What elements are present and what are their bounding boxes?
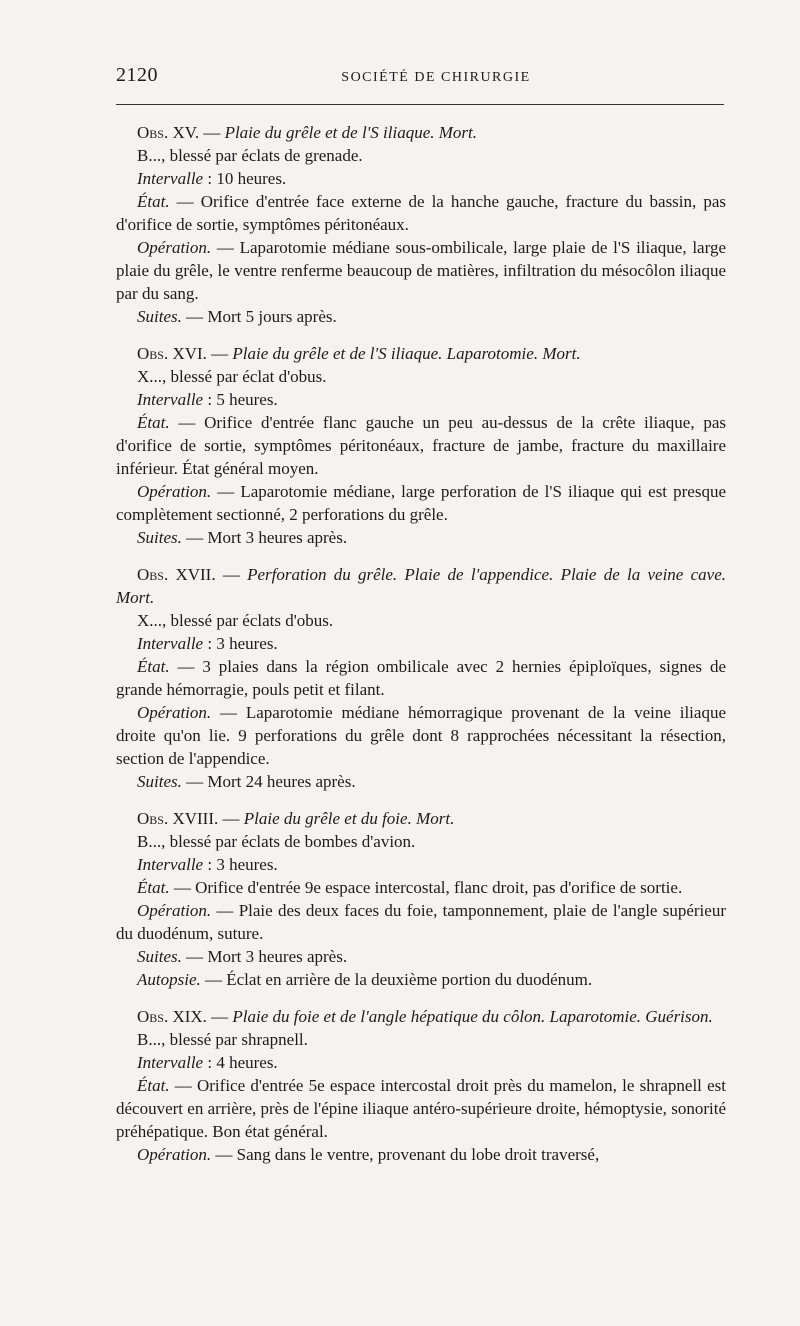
paragraph-text: — Mort 3 heures après.: [181, 528, 348, 547]
paragraph-label: État.: [137, 657, 170, 676]
paragraph-label: État.: [137, 1076, 170, 1095]
observation-label: Obs. XIX.: [137, 1007, 207, 1026]
observation-paragraph: [116, 701, 726, 770]
observation-paragraph: [116, 1028, 726, 1051]
paragraph-text: — Orifice d'entrée face externe de la hanche gauche, fracture du bassin, pas d'orifice de sortie, symptômes péritonéaux.: [116, 192, 726, 234]
paragraph-text: — Mort 24 heures après.: [181, 772, 356, 791]
observation-paragraph: [116, 830, 726, 853]
observation-title: Perforation du grêle. Plaie de l'appendice. Plaie de la veine cave. Mort.: [116, 565, 726, 607]
paragraph-label: Intervalle: [137, 855, 204, 874]
paragraph-label: Intervalle: [137, 1053, 204, 1072]
observation-block: [116, 563, 726, 793]
paragraph-label: Opération.: [137, 238, 212, 257]
paragraph-text: — Orifice d'entrée flanc gauche un peu au-dessus de la crête iliaque, pas d'orifice de sortie, symptômes péritonéaux, fracture de jambe, fracture du maxillaire inférieur. État général moyen.: [116, 413, 726, 478]
observation-dash: —: [199, 123, 225, 142]
observation-label: Obs. XVII.: [137, 565, 216, 584]
observation-dash: —: [206, 1007, 233, 1026]
observation-paragraph: [116, 236, 726, 305]
observation-paragraph: [116, 770, 726, 793]
paragraph-label: Suites.: [137, 772, 182, 791]
paragraph-label: État.: [137, 192, 170, 211]
observation-block: [116, 121, 726, 328]
observation-dash: —: [218, 809, 244, 828]
observation-paragraph: [116, 167, 726, 190]
page-number: 2120: [116, 64, 158, 86]
observation-heading: [116, 807, 726, 830]
paragraph-label: Intervalle: [137, 390, 204, 409]
observation-paragraph: [116, 190, 726, 236]
paragraph-label: Opération.: [137, 1145, 212, 1164]
paragraph-text: — Orifice d'entrée 5e espace intercostal droit près du mamelon, le shrapnell est découvert en arrière, près de l'épine iliaque antéro-supérieure droite, hémoptysie, sonorité préhépatique. Bon état général.: [116, 1076, 726, 1141]
observation-title: Plaie du grêle et de l'S iliaque. Laparotomie. Mort.: [232, 344, 581, 363]
paragraph-label: Intervalle: [137, 169, 204, 188]
paragraph-label: Opération.: [137, 482, 212, 501]
paragraph-text: : 5 heures.: [203, 390, 278, 409]
paragraph-text: B..., blessé par shrapnell.: [137, 1030, 308, 1049]
paragraph-label: Suites.: [137, 307, 182, 326]
observation-title: Plaie du foie et de l'angle hépatique du côlon. Laparotomie. Guérison.: [232, 1007, 713, 1026]
observation-title: Plaie du grêle et de l'S iliaque. Mort.: [224, 123, 478, 142]
paragraph-label: Opération.: [137, 901, 212, 920]
paragraph-text: — Éclat en arrière de la deuxième portion du duodénum.: [200, 970, 593, 989]
paragraph-text: : 3 heures.: [203, 855, 278, 874]
page-header: [116, 64, 726, 94]
observation-dash: —: [206, 344, 233, 363]
paragraph-text: : 10 heures.: [203, 169, 287, 188]
paragraph-text: — Mort 3 heures après.: [181, 947, 348, 966]
observation-paragraph: [116, 632, 726, 655]
paragraph-text: : 3 heures.: [203, 634, 278, 653]
paragraph-label: Autopsie.: [137, 970, 201, 989]
paragraph-text: X..., blessé par éclat d'obus.: [137, 367, 327, 386]
observation-paragraph: [116, 655, 726, 701]
paragraph-text: B..., blessé par éclats de grenade.: [137, 146, 363, 165]
paragraph-label: État.: [137, 413, 170, 432]
paragraph-label: Opération.: [137, 703, 212, 722]
observation-paragraph: [116, 968, 726, 991]
paragraph-text: — 3 plaies dans la région ombilicale avec 2 hernies épiploïques, signes de grande hémorragie, pouls petit et filant.: [116, 657, 726, 699]
observation-block: [116, 807, 726, 991]
observation-label: Obs. XV.: [137, 123, 200, 142]
observation-block: [116, 342, 726, 549]
paragraph-text: — Laparotomie médiane sous-ombilicale, large plaie de l'S iliaque, large plaie du grêle, le ventre renferme beaucoup de matières, infiltration du mésocôlon iliaque par du sang.: [116, 238, 726, 303]
observation-paragraph: [116, 305, 726, 328]
paragraph-label: Suites.: [137, 947, 182, 966]
observation-paragraph: [116, 480, 726, 526]
paragraph-text: — Laparotomie médiane hémorragique provenant de la veine iliaque droite qu'on lie. 9 perforations du grêle dont 8 rapprochées nécessitant la résection, section de l'appendice.: [116, 703, 726, 768]
observation-paragraph: [116, 853, 726, 876]
paragraph-text: B..., blessé par éclats de bombes d'avion.: [137, 832, 416, 851]
observation-heading: [116, 563, 726, 609]
observation-paragraph: [116, 899, 726, 945]
header-rule: [116, 104, 724, 105]
observation-paragraph: [116, 526, 726, 549]
observation-paragraph: [116, 1074, 726, 1143]
observation-heading: [116, 342, 726, 365]
observation-heading: [116, 1005, 726, 1028]
paragraph-text: — Laparotomie médiane, large perforation de l'S iliaque qui est presque complètement sectionné, 2 perforations du grêle.: [116, 482, 726, 524]
observation-label: Obs. XVIII.: [137, 809, 219, 828]
observation-paragraph: [116, 1143, 726, 1166]
observation-block: [116, 1005, 726, 1166]
paragraph-text: — Sang dans le ventre, provenant du lobe droit traversé,: [211, 1145, 600, 1164]
observation-paragraph: [116, 144, 726, 167]
observation-paragraph: [116, 411, 726, 480]
observation-heading: [116, 121, 726, 144]
paragraph-text: — Mort 5 jours après.: [181, 307, 337, 326]
observation-paragraph: [116, 388, 726, 411]
paragraph-label: Suites.: [137, 528, 182, 547]
paragraph-text: : 4 heures.: [203, 1053, 278, 1072]
paragraph-label: Intervalle: [137, 634, 204, 653]
running-head: SOCIÉTÉ DE CHIRURGIE: [341, 70, 531, 85]
observation-paragraph: [116, 876, 726, 899]
observation-label: Obs. XVI.: [137, 344, 207, 363]
observation-dash: —: [215, 565, 248, 584]
paragraph-text: X..., blessé par éclats d'obus.: [137, 611, 334, 630]
paragraph-label: État.: [137, 878, 170, 897]
paragraph-text: — Orifice d'entrée 9e espace intercostal, flanc droit, pas d'orifice de sortie.: [169, 878, 683, 897]
paragraph-text: — Plaie des deux faces du foie, tamponnement, plaie de l'angle supérieur du duodénum, suture.: [116, 901, 726, 943]
observation-paragraph: [116, 945, 726, 968]
observation-paragraph: [116, 609, 726, 632]
observation-paragraph: [116, 1051, 726, 1074]
observation-title: Plaie du grêle et du foie. Mort.: [243, 809, 455, 828]
body-text: [116, 121, 726, 1180]
observation-paragraph: [116, 365, 726, 388]
